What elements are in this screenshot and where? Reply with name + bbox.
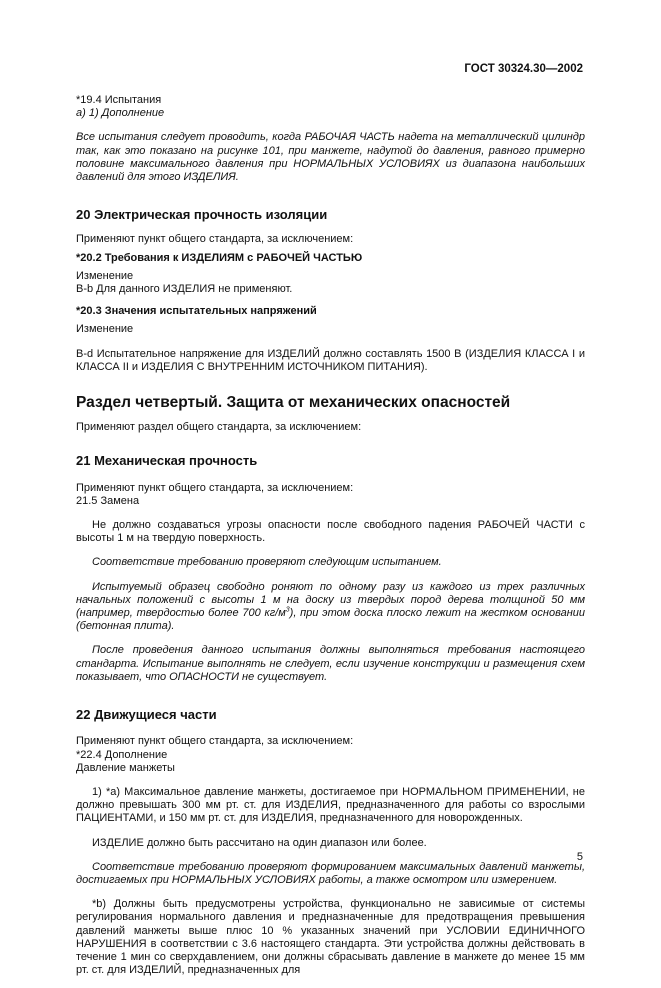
clause-19-4-a: а) 1) Дополнение: [76, 107, 165, 120]
section-20-intro: Применяют пункт общего стандарта, за исключением:: [76, 233, 354, 246]
clause-21-5-after: После проведения данного испытания должны выполняться требования настоящего стандарта. Испытание выполнять не следует, если изучение конструкции и размещения схем показывает, что ОПАСНОСТИ не существует.: [76, 644, 585, 683]
clause-22-4-check: Соответствие требованию проверяют формированием максимальных давлений манжеты, достигаемых при НОРМАЛЬНЫХ УСЛОВИЯХ работы, а также осмотром или измерением.: [76, 860, 585, 886]
section-20-title: 20 Электрическая прочность изоляции: [76, 207, 328, 223]
clause-22-4-b: *b) Должны быть предусмотрены устройства, функционально не зависимые от системы регулирования нормального давления и предназначенные для предотвращения превышения давлений манжеты выше плюс 10 % указанных значений при УСЛОВИИ ЕДИНИЧНОГО НАРУШЕНИЯ в соответствии с 3.6 настоящего стандарта. Эти устройства должны действовать в течение 1 мин со сверхдавлением, они должны сбрасывать давление в манжете до менее 15 мм рт. ст. для ИЗДЕЛИЙ, предназначенных для: [76, 898, 585, 977]
section-21-intro: Применяют пункт общего стандарта, за исключением:: [76, 481, 354, 494]
clause-21-5-check: Соответствие требованию проверяют следующим испытанием.: [92, 556, 442, 569]
clause-21-5: 21.5 Замена: [76, 494, 140, 507]
page-number: 5: [576, 851, 583, 863]
clause-21-5-test: [76, 581, 585, 634]
clause-20-3-text: B-d Испытательное напряжение для ИЗДЕЛИЙ должно составлять 1500 В (ИЗДЕЛИЯ КЛАССА I и КЛАССА II и ИЗДЕЛИЯ С ВНУТРЕННИМ ИСТОЧНИКОМ ПИТАНИЯ).: [76, 347, 585, 373]
clause-21-5-test-a: Испытуемый образец свободно роняют по одному разу из каждого из трех различных начальных положений с высоты 1 м на доску из твердых пород дерева толщиной 50 мм (например, твердостью более 700 кг/м: [76, 580, 585, 620]
clause-22-4-range: ИЗДЕЛИЕ должно быть рассчитано на один диапазон или более.: [92, 836, 427, 849]
clause-19-4: *19.4 Испытания: [76, 94, 162, 106]
clause-20-3-change: Изменение: [76, 323, 134, 336]
section-21-title: 21 Механическая прочность: [76, 453, 258, 469]
clause-21-5-text: Не должно создаваться угрозы опасности после свободного падения РАБОЧЕЙ ЧАСТИ с высоты 1 м на твердую поверхность.: [76, 519, 585, 545]
document-code: ГОСТ 30324.30—2002: [464, 63, 583, 75]
section-22-intro: Применяют пункт общего стандарта, за исключением:: [76, 735, 354, 748]
clause-20-3-title: *20.3 Значения испытательных напряжений: [76, 305, 317, 318]
part-4-title: Раздел четвертый. Защита от механических опасностей: [76, 394, 511, 412]
part-4-intro: Применяют раздел общего стандарта, за исключением:: [76, 421, 362, 434]
clause-22-4: *22.4 Дополнение: [76, 748, 168, 761]
clause-20-2-text: B-b Для данного ИЗДЕЛИЯ не применяют.: [76, 283, 293, 296]
section-22-title: 22 Движущиеся части: [76, 707, 217, 723]
clause-20-2-change: Изменение: [76, 269, 134, 282]
page-content: [76, 94, 585, 988]
superscript: 3: [285, 606, 290, 614]
clause-21-5-test-b: ), при этом доска плоско лежит на жестком основании (бетонная плита).: [76, 607, 585, 633]
clause-22-4-1a: 1) *а) Максимальное давление манжеты, достигаемое при НОРМАЛЬНОМ ПРИМЕНЕНИИ, не должно превышать 300 мм рт. ст. для ИЗДЕЛИЯ, предназначенного для работы со взрослыми ПАЦИЕНТАМИ, и 150 мм рт. ст. для ИЗДЕЛИЯ, предназначенного для новорожденных.: [76, 785, 585, 825]
clause-20-2-title: *20.2 Требования к ИЗДЕЛИЯМ с РАБОЧЕЙ ЧАСТЬЮ: [76, 251, 363, 264]
clause-22-4-cuff: Давление манжеты: [76, 761, 175, 774]
clause-19-4-text: Все испытания следует проводить, когда РАБОЧАЯ ЧАСТЬ надета на металлический цилиндр так, как это показано на рисунке 101, при манжете, надутой до давления, равного примерно половине максимального давления при НОРМАЛЬНЫХ УСЛОВИЯХ из диапазона наибольших давлений для этого ИЗДЕЛИЯ.: [76, 131, 585, 184]
